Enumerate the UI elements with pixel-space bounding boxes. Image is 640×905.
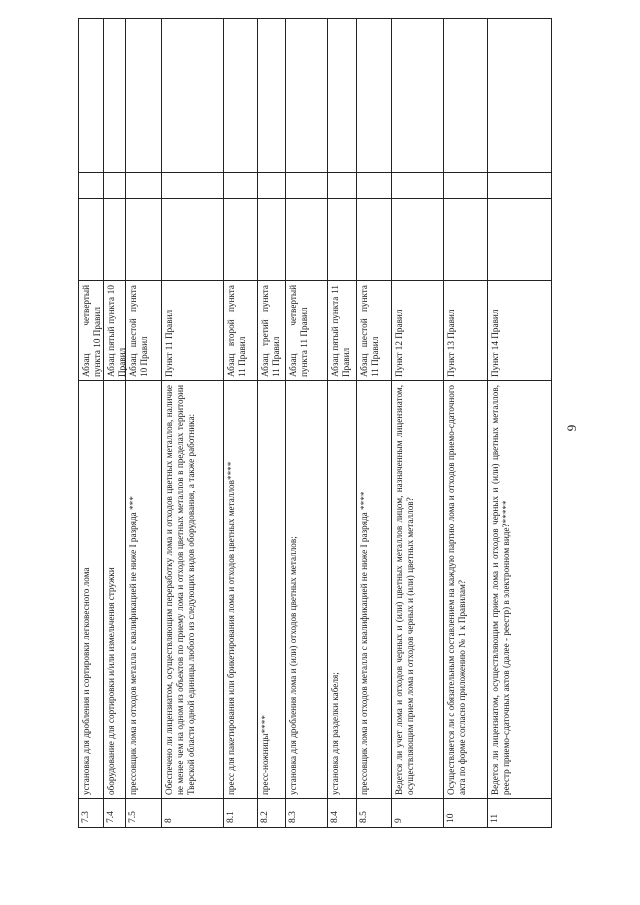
rule-reference: Пункт 14 Правил (490, 309, 500, 377)
reference-cell (79, 281, 103, 381)
item-number: 7.3 (81, 811, 91, 823)
reference-cell (126, 281, 161, 381)
empty-cell (488, 19, 551, 173)
reference-cell (162, 281, 223, 381)
item-number-cell (162, 799, 223, 827)
requirement-text: Осуществляется ли с обязательным составлением на каждую партию лома и отходов приемо-сдаточного акта по форме согласно приложению № 1 к Правилам? (446, 385, 467, 795)
item-number-cell (444, 799, 487, 827)
table-row (392, 19, 444, 827)
table-row (79, 19, 104, 827)
table-row (328, 19, 357, 827)
empty-cell (392, 199, 443, 281)
requirement-cell (258, 381, 285, 799)
item-number: 8.1 (226, 811, 236, 823)
item-number: 8.5 (359, 811, 369, 823)
item-number: 8 (164, 818, 174, 823)
requirement-cell (392, 381, 443, 799)
requirement-cell (488, 381, 551, 799)
empty-cell (126, 19, 161, 173)
empty-cell (357, 19, 391, 173)
requirement-text: пресс-ножницы**** (260, 715, 270, 795)
empty-cell (357, 199, 391, 281)
rule-reference: Абзац шестой пункта 10 Правил (128, 285, 149, 377)
empty-cell (79, 199, 103, 281)
empty-cell (258, 173, 285, 199)
rule-reference: Абзац четвертый пункта 11 Правил (288, 285, 309, 377)
empty-cell (444, 19, 487, 173)
requirement-text: Обеспечено ли лицензиатом, осуществляющим переработку лома и отходов цветных металлов, наличие не менее чем на одном из объектов по приему лома и отходов цветных металлов в пределах территории Тверской области одной единицы любого из следующих видов оборудования, а также работника: (164, 385, 196, 795)
checklist-table (78, 18, 552, 828)
item-number: 8.4 (330, 811, 340, 823)
empty-cell (224, 199, 257, 281)
requirement-cell (126, 381, 161, 799)
empty-cell (392, 173, 443, 199)
reference-cell (104, 281, 125, 381)
rule-reference: Абзац пятый пункта 11 Правил (330, 285, 351, 377)
reference-cell (258, 281, 285, 381)
table-row (162, 19, 224, 827)
item-number-cell (286, 799, 327, 827)
requirement-cell (328, 381, 356, 799)
empty-cell (126, 199, 161, 281)
table-row (286, 19, 328, 827)
empty-cell (224, 173, 257, 199)
table-row (444, 19, 488, 827)
empty-cell (104, 173, 125, 199)
empty-cell (328, 173, 356, 199)
item-number: 10 (446, 813, 456, 823)
reference-cell (328, 281, 356, 381)
item-number: 9 (394, 818, 404, 823)
requirement-text: установка для дробления лома и (или) отходов цветных металлов; (288, 536, 298, 795)
rule-reference: Абзац шестой пункта 11 Правил (359, 285, 380, 377)
empty-cell (444, 173, 487, 199)
empty-cell (79, 19, 103, 173)
item-number-cell (392, 799, 443, 827)
empty-cell (162, 199, 223, 281)
table-row (357, 19, 392, 827)
empty-cell (126, 173, 161, 199)
empty-cell (392, 19, 443, 173)
requirement-cell (224, 381, 257, 799)
reference-cell (286, 281, 327, 381)
table-row (258, 19, 286, 827)
empty-cell (162, 19, 223, 173)
reference-cell (488, 281, 551, 381)
table-row (488, 19, 551, 827)
empty-cell (328, 19, 356, 173)
rule-reference: Пункт 13 Правил (446, 309, 456, 377)
empty-cell (104, 199, 125, 281)
empty-cell (104, 19, 125, 173)
rule-reference: Абзац четвертый пункта 10 Правил (81, 285, 102, 377)
item-number: 7.4 (106, 811, 116, 823)
item-number: 7.5 (128, 811, 138, 823)
empty-cell (286, 19, 327, 173)
table-row (104, 19, 126, 827)
requirement-text: оборудование для сортировки и/или измельчения стружки (106, 567, 116, 795)
page-number: 9 (564, 424, 579, 432)
empty-cell (79, 173, 103, 199)
empty-cell (488, 199, 551, 281)
table-row (126, 19, 162, 827)
item-number-cell (488, 799, 551, 827)
rule-reference: Абзац второй пункта 11 Правил (226, 285, 247, 377)
requirement-text: пресс для пакетирования или брикетирования лома и отходов цветных металлов**** (226, 461, 236, 795)
requirement-text: прессовщик лома и отходов металла с квалификацией не ниже I разряда **** (359, 491, 369, 795)
requirement-text: прессовщик лома и отходов металла с квалификацией не ниже I разряда *** (128, 496, 138, 795)
empty-cell (286, 173, 327, 199)
empty-cell (286, 199, 327, 281)
item-number-cell (126, 799, 161, 827)
item-number-cell (224, 799, 257, 827)
empty-cell (258, 19, 285, 173)
empty-cell (328, 199, 356, 281)
item-number-cell (104, 799, 125, 827)
empty-cell (162, 173, 223, 199)
item-number-cell (328, 799, 356, 827)
requirement-text: установка для разделки кабеля; (330, 672, 340, 795)
empty-cell (488, 173, 551, 199)
reference-cell (392, 281, 443, 381)
item-number-cell (79, 799, 103, 827)
rule-reference: Абзац пятый пункта 10 Правил (106, 285, 127, 377)
requirement-text: установка для дробления и сортировки легковесного лома (81, 567, 91, 795)
item-number: 8.3 (288, 811, 298, 823)
reference-cell (224, 281, 257, 381)
empty-cell (258, 199, 285, 281)
requirement-text: Ведется ли лицензиатом, осуществляющим прием лома и отходов черных и (или) цветных металлов, реестр приемо-сдаточных актов (далее - реестр) в электронном виде?***** (490, 385, 511, 795)
item-number: 11 (490, 813, 500, 823)
table-row (224, 19, 258, 827)
requirement-cell (79, 381, 103, 799)
reference-cell (357, 281, 391, 381)
rule-reference: Абзац третий пункта 11 Правил (260, 285, 281, 377)
empty-cell (357, 173, 391, 199)
requirement-cell (444, 381, 487, 799)
item-number: 8.2 (260, 811, 270, 823)
requirement-cell (286, 381, 327, 799)
requirement-text: Ведется ли учет лома и отходов черных и (или) цветных металлов лицом, назначенным лицензиатом, осуществляющим прием лома и отходов черных и (или) цветных металлов? (394, 385, 415, 795)
rule-reference: Пункт 12 Правил (394, 309, 404, 377)
empty-cell (444, 199, 487, 281)
requirement-cell (162, 381, 223, 799)
requirement-cell (104, 381, 125, 799)
reference-cell (444, 281, 487, 381)
item-number-cell (258, 799, 285, 827)
requirement-cell (357, 381, 391, 799)
item-number-cell (357, 799, 391, 827)
empty-cell (224, 19, 257, 173)
rule-reference: Пункт 11 Правил (164, 309, 174, 377)
